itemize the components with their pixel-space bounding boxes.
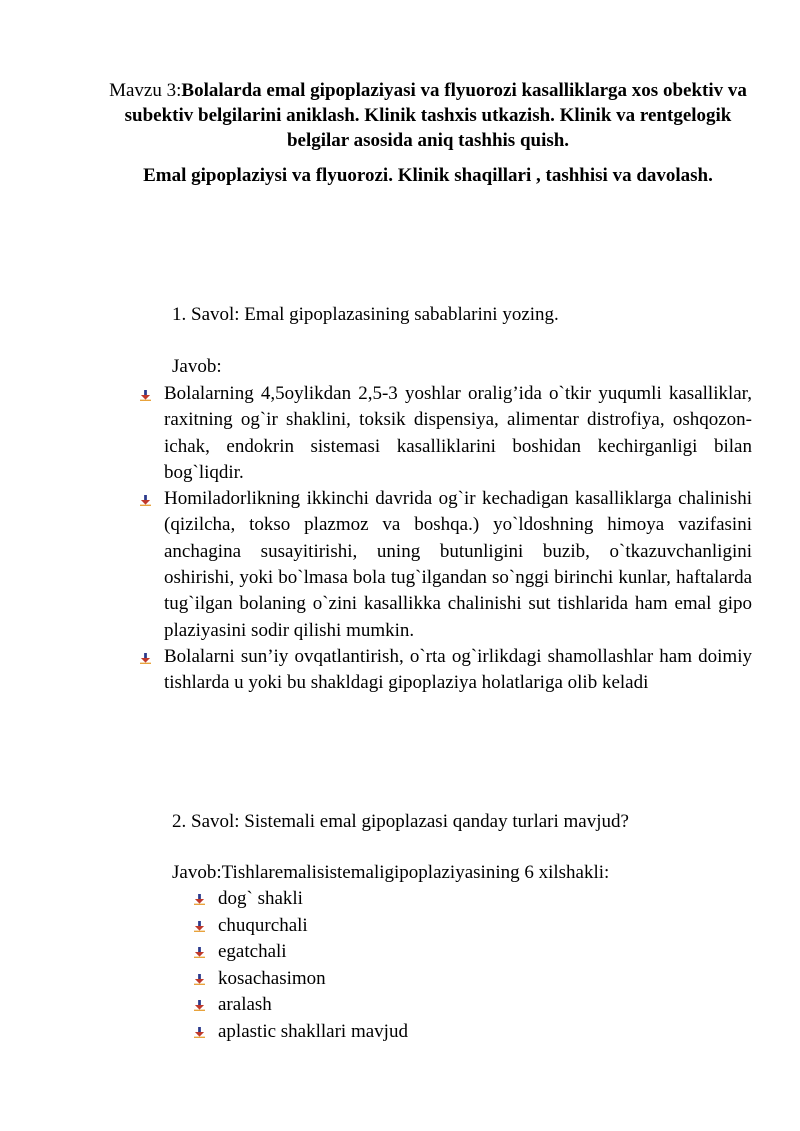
topic-prefix: Mavzu 3: <box>109 80 182 101</box>
answer-1-label: Javob: <box>172 356 222 377</box>
document-subtitle: Emal gipoplazіysi va flyuorozi. Klinik shaqillari , tashhisi va davolash. <box>143 165 713 186</box>
answer-2-label: Javob:Tishlaremalisistemaligipoplaziyasining 6 xilshakli: <box>172 862 610 883</box>
list-item: Bolalarning 4,5oylikdan 2,5-3 yoshlar oralig’ida o`tkir yuqumli kasalliklar, raxitning og`ir shaklini, toksik dispensiya, alimentar distrofiya, oshqozon-ichak, endokrin sistemasi kasalliklarini boshidan kechirganligi bilan bog`liqdir. <box>140 381 752 486</box>
list-item: kosachasimon <box>194 966 614 993</box>
list-item: egatchali <box>194 939 614 966</box>
topic-title: Bolalarda emal gipoplaziyasi va flyuorozi kasalliklarga xos obektiv va subektiv belgilarini aniklash. Klinik tashxis utkazish. Klinik va rentgelogik belgilar asosida aniq tashhis quish. <box>124 80 747 151</box>
arrow-bullet-icon <box>194 974 205 985</box>
arrow-bullet-icon <box>194 947 205 958</box>
arrow-bullet-icon <box>194 1000 205 1011</box>
question-2: 2. Savol: Sistemali emal gipoplazasi qanday turlari mavjud? <box>172 811 629 832</box>
question-1: 1. Savol: Emal gipoplazasining sabablarini yozing. <box>172 304 559 325</box>
list-item: aplastic shakllari mavjud <box>194 1019 614 1046</box>
arrow-bullet-icon <box>194 921 205 932</box>
answer-2-list <box>194 886 614 1045</box>
list-item: aralash <box>194 992 614 1019</box>
arrow-bullet-icon <box>140 653 151 664</box>
document-title <box>100 78 756 153</box>
list-item: chuqurchali <box>194 913 614 940</box>
answer-1-list <box>140 381 752 697</box>
list-item: dog` shakli <box>194 886 614 913</box>
arrow-bullet-icon <box>140 390 151 401</box>
arrow-bullet-icon <box>194 1027 205 1038</box>
list-item: Bolalarni sun’iy ovqatlantirish, o`rta og`irlikdagi shamollashlar ham doimiy tishlarda u yoki bu shakldagi gipoplaziya holatlariga olib keladi <box>140 644 752 697</box>
arrow-bullet-icon <box>194 894 205 905</box>
list-item: Homiladorlikning ikkinchi davrida og`ir kechadigan kasalliklarga chalinishi (qizilcha, tokso plazmoz va boshqa.) yo`ldoshning himoya vazifasini anchagina susayitirishi, uning butunligini buzib, o`tkazuvchanligini oshirishi, yoki bo`lmasa bola tug`ilgandan so`nggi birinchi kunlar, haftalarda tug`ilgan bolaning o`zini kasallikka chalinishi sut tishlarida ham emal gipo plaziyasini sodir qilishi mumkin. <box>140 486 752 644</box>
arrow-bullet-icon <box>140 495 151 506</box>
